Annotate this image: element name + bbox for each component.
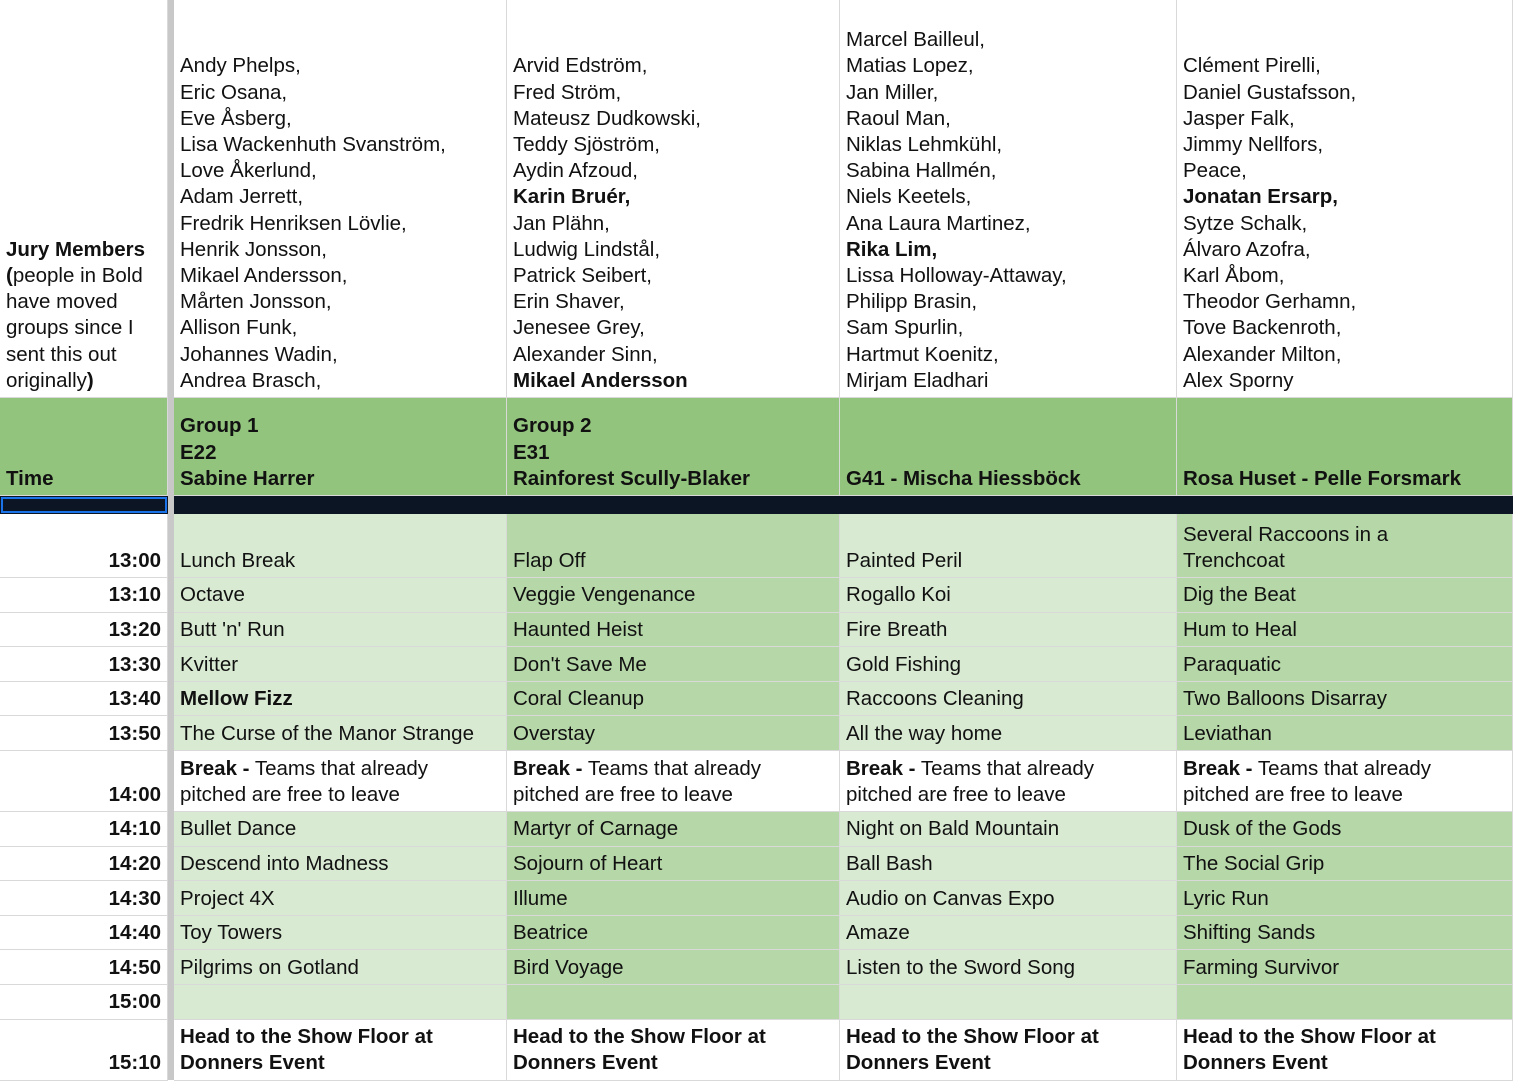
slot-game-title: All the way home — [846, 721, 1003, 745]
jury-member-name: Fred Ström, — [513, 80, 622, 104]
slot-cell-group-1[interactable] — [174, 916, 507, 951]
slot-text-line: Donners Event — [513, 1051, 658, 1075]
break-label: Break - — [1183, 756, 1253, 780]
jury-member-name: Niels Keetels, — [846, 185, 972, 209]
break-note: pitched are free to leave — [846, 782, 1066, 806]
slot-text-line: Donners Event — [180, 1051, 325, 1075]
selected-cell[interactable] — [1, 497, 167, 513]
slot-game-title: Shifting Sands — [1183, 921, 1316, 945]
break-note: Teams that already — [249, 756, 429, 780]
slot-game-title: Illume — [513, 886, 568, 910]
slot-game-title: Kvitter — [180, 652, 239, 676]
slot-game-title: Flap Off — [513, 548, 586, 572]
slot-cell-group-1[interactable] — [174, 1020, 507, 1081]
jury-member-name: Rika Lim, — [846, 237, 938, 261]
slot-game-title: Farming Survivor — [1183, 955, 1340, 979]
slot-cell-group-1[interactable] — [174, 716, 507, 751]
slot-cell-group-2[interactable] — [507, 950, 840, 985]
jury-member-name: Clément Pirelli, — [1183, 54, 1321, 78]
jury-member-name: Marcel Bailleul, — [846, 28, 985, 52]
slot-cell-group-2[interactable] — [507, 847, 840, 882]
time-label: 13:20 — [108, 617, 161, 641]
slot-cell-group-3[interactable] — [840, 847, 1177, 882]
jury-member-name: Jonatan Ersarp, — [1183, 185, 1338, 209]
time-label: 14:10 — [108, 817, 161, 841]
jury-member-name: Jasper Falk, — [1183, 106, 1295, 130]
jury-member-name: Alex Sporny — [1183, 368, 1294, 392]
schedule-row — [0, 812, 1513, 847]
time-cell[interactable] — [0, 751, 168, 812]
slot-game-title: Ball Bash — [846, 851, 933, 875]
jury-member-name: Lisa Wackenhuth Svanström, — [180, 132, 446, 156]
slot-cell-group-4[interactable] — [1177, 613, 1513, 648]
slot-game-title: Haunted Heist — [513, 617, 643, 641]
jury-member-name: Hartmut Koenitz, — [846, 342, 999, 366]
jury-list-group-2[interactable] — [507, 0, 840, 398]
slot-text-line: Donners Event — [846, 1051, 991, 1075]
slot-game-title: Mellow Fizz — [180, 687, 293, 711]
jury-member-name: Sam Spurlin, — [846, 316, 964, 340]
slot-game-title: Raccoons Cleaning — [846, 687, 1024, 711]
slot-cell-group-1[interactable] — [174, 613, 507, 648]
time-cell[interactable] — [0, 613, 168, 648]
slot-cell-group-1[interactable] — [174, 682, 507, 717]
jury-members-row — [0, 0, 1513, 398]
time-label: 13:30 — [108, 652, 161, 676]
slot-game-title: Rogallo Koi — [846, 583, 951, 607]
schedule-row — [0, 716, 1513, 751]
slot-cell-group-2[interactable] — [507, 613, 840, 648]
break-note: pitched are free to leave — [180, 782, 400, 806]
time-cell[interactable] — [0, 682, 168, 717]
jury-member-name: Alexander Sinn, — [513, 342, 658, 366]
time-cell[interactable] — [0, 985, 168, 1020]
dark-separator-row[interactable] — [0, 496, 1513, 514]
time-cell[interactable] — [0, 716, 168, 751]
schedule-row — [0, 847, 1513, 882]
jury-member-name: Arvid Edström, — [513, 54, 648, 78]
slot-game-title: Audio on Canvas Expo — [846, 886, 1055, 910]
slot-cell-group-4[interactable] — [1177, 916, 1513, 951]
time-label: 14:40 — [108, 921, 161, 945]
time-label: 13:50 — [108, 721, 161, 745]
slot-game-title: Octave — [180, 583, 245, 607]
slot-cell-group-3[interactable] — [840, 1020, 1177, 1081]
slot-cell-group-4[interactable] — [1177, 985, 1513, 1020]
slot-cell-group-1[interactable] — [174, 647, 507, 682]
jury-member-name: Mateusz Dudkowski, — [513, 106, 701, 130]
schedule-row — [0, 985, 1513, 1020]
slot-game-title: Painted Peril — [846, 548, 963, 572]
slot-cell-group-2[interactable] — [507, 647, 840, 682]
break-label: Break - — [180, 756, 250, 780]
jury-member-name: Raoul Man, — [846, 106, 951, 130]
time-cell[interactable] — [0, 847, 168, 882]
slot-cell-group-1[interactable] — [174, 514, 507, 578]
slot-game-title: Don't Save Me — [513, 652, 647, 676]
jury-member-name: Niklas Lehmkühl, — [846, 132, 1003, 156]
slot-cell-group-3[interactable] — [840, 985, 1177, 1020]
time-label: 13:40 — [108, 687, 161, 711]
schedule-row — [0, 950, 1513, 985]
slot-cell-group-2[interactable] — [507, 514, 840, 578]
slot-cell-group-3[interactable] — [840, 950, 1177, 985]
group-header-4[interactable] — [1177, 398, 1513, 496]
slot-text-line: Head to the Show Floor at — [513, 1025, 766, 1049]
break-note: pitched are free to leave — [1183, 782, 1403, 806]
slot-cell-group-1[interactable] — [174, 812, 507, 847]
slot-game-title: Butt 'n' Run — [180, 617, 285, 641]
time-label: 13:00 — [108, 548, 161, 572]
group-header-line: Rosa Huset - Pelle Forsmark — [1183, 466, 1461, 490]
break-note: pitched are free to leave — [513, 782, 733, 806]
slot-cell-group-4[interactable] — [1177, 751, 1513, 812]
jury-member-name: Eric Osana, — [180, 80, 288, 104]
slot-game-title: Toy Towers — [180, 921, 283, 945]
group-header-line: Sabine Harrer — [180, 466, 315, 490]
jury-members-label-cell[interactable] — [0, 0, 168, 398]
slot-game-title: Hum to Heal — [1183, 617, 1297, 641]
slot-cell-group-2[interactable] — [507, 716, 840, 751]
slot-cell-group-3[interactable] — [840, 751, 1177, 812]
jury-member-name: Ludwig Lindstål, — [513, 237, 661, 261]
jury-member-name: Teddy Sjöström, — [513, 132, 660, 156]
jury-member-name: Mikael Andersson — [513, 368, 688, 392]
jury-member-name: Peace, — [1183, 159, 1247, 183]
time-label: 14:20 — [108, 851, 161, 875]
group-header-2[interactable] — [507, 398, 840, 496]
slot-cell-group-4[interactable] — [1177, 950, 1513, 985]
jury-member-name: Theodor Gerhamn, — [1183, 290, 1357, 314]
time-label: 14:30 — [108, 886, 161, 910]
slot-cell-group-3[interactable] — [840, 682, 1177, 717]
frozen-column-divider[interactable] — [168, 0, 174, 1080]
slot-cell-group-4[interactable] — [1177, 682, 1513, 717]
slot-cell-group-1[interactable] — [174, 751, 507, 812]
break-note: Teams that already — [582, 756, 762, 780]
slot-game-title: Night on Bald Mountain — [846, 817, 1060, 841]
slot-game-title: Paraquatic — [1183, 652, 1282, 676]
jury-member-name: Jan Plähn, — [513, 211, 610, 235]
jury-member-name: Daniel Gustafsson, — [1183, 80, 1357, 104]
schedule-row — [0, 682, 1513, 717]
jury-members-label — [6, 237, 161, 394]
slot-game-title: Gold Fishing — [846, 652, 962, 676]
slot-game-title: Amaze — [846, 921, 910, 945]
slot-game-title: Lyric Run — [1183, 886, 1269, 910]
time-cell[interactable] — [0, 881, 168, 916]
slot-text-line: Trenchcoat — [1183, 548, 1285, 572]
break-label: Break - — [846, 756, 916, 780]
slot-cell-group-3[interactable] — [840, 647, 1177, 682]
slot-text-line: Head to the Show Floor at — [846, 1025, 1099, 1049]
jury-member-name: Matias Lopez, — [846, 54, 974, 78]
jury-member-name: Love Åkerlund, — [180, 159, 317, 183]
jury-member-name: Andy Phelps, — [180, 54, 301, 78]
time-header-cell[interactable] — [0, 398, 168, 496]
time-label: 15:10 — [108, 1051, 161, 1075]
jury-member-name: Eve Åsberg, — [180, 106, 292, 130]
jury-label-bold: Jury Members — [6, 237, 146, 261]
slot-cell-group-2[interactable] — [507, 578, 840, 613]
slot-game-title: Coral Cleanup — [513, 687, 645, 711]
slot-text-line: Several Raccoons in a — [1183, 522, 1389, 546]
slot-cell-group-4[interactable] — [1177, 514, 1513, 578]
slot-cell-group-2[interactable] — [507, 1020, 840, 1081]
time-label: 15:00 — [108, 990, 161, 1014]
jury-member-name: Henrik Jonsson, — [180, 237, 327, 261]
time-cell[interactable] — [0, 1020, 168, 1081]
slot-game-title: Beatrice — [513, 921, 589, 945]
slot-cell-group-1[interactable] — [174, 847, 507, 882]
schedule-row — [0, 881, 1513, 916]
jury-member-name: Johannes Wadin, — [180, 342, 338, 366]
jury-member-name: Alexander Milton, — [1183, 342, 1342, 366]
jury-member-name: Mikael Andersson, — [180, 263, 348, 287]
slot-cell-group-4[interactable] — [1177, 812, 1513, 847]
jury-member-name: Sabina Hallmén, — [846, 159, 997, 183]
slot-cell-group-2[interactable] — [507, 916, 840, 951]
slot-game-title: Project 4X — [180, 886, 275, 910]
slot-cell-group-1[interactable] — [174, 950, 507, 985]
time-cell[interactable] — [0, 950, 168, 985]
jury-member-name: Andrea Brasch, — [180, 368, 322, 392]
jury-label-paren-open: ( — [6, 263, 13, 287]
jury-member-name: Lissa Holloway-Attaway, — [846, 263, 1067, 287]
schedule-row — [0, 916, 1513, 951]
slot-game-title: Lunch Break — [180, 548, 296, 572]
slot-cell-group-4[interactable] — [1177, 647, 1513, 682]
jury-member-name: Tove Backenroth, — [1183, 316, 1342, 340]
time-label: 14:00 — [108, 782, 161, 806]
slot-cell-group-4[interactable] — [1177, 578, 1513, 613]
schedule-row — [0, 613, 1513, 648]
jury-member-name: Karin Bruér, — [513, 185, 631, 209]
slot-game-title: Overstay — [513, 721, 596, 745]
jury-member-name: Patrick Seibert, — [513, 263, 652, 287]
slot-game-title: Bird Voyage — [513, 955, 624, 979]
time-label: 14:50 — [108, 955, 161, 979]
group-header-line: E31 — [513, 440, 550, 464]
slot-game-title: Two Balloons Disarray — [1183, 687, 1387, 711]
break-note-line — [1183, 756, 1506, 782]
time-cell[interactable] — [0, 647, 168, 682]
jury-member-name: Karl Åbom, — [1183, 263, 1285, 287]
jury-member-name: Fredrik Henriksen Lövlie, — [180, 211, 407, 235]
break-note: Teams that already — [1252, 756, 1432, 780]
group-header-line: Group 2 — [513, 414, 592, 438]
slot-game-title: Listen to the Sword Song — [846, 955, 1076, 979]
schedule-row — [0, 751, 1513, 812]
time-cell[interactable] — [0, 514, 168, 578]
slot-cell-group-2[interactable] — [507, 985, 840, 1020]
jury-list-group-3[interactable] — [840, 0, 1177, 398]
jury-member-name: Mårten Jonsson, — [180, 290, 332, 314]
group-header-line: Rainforest Scully-Blaker — [513, 466, 750, 490]
time-cell[interactable] — [0, 578, 168, 613]
slot-cell-group-4[interactable] — [1177, 881, 1513, 916]
slot-cell-group-2[interactable] — [507, 812, 840, 847]
slot-cell-group-2[interactable] — [507, 682, 840, 717]
schedule-row — [0, 578, 1513, 613]
slot-game-title: Veggie Vengenance — [513, 583, 696, 607]
slot-game-title: The Curse of the Manor Strange — [180, 721, 474, 745]
slot-cell-group-4[interactable] — [1177, 716, 1513, 751]
break-note-line — [846, 756, 1170, 782]
break-note-line — [180, 756, 500, 782]
time-cell[interactable] — [0, 812, 168, 847]
jury-label-paren-close: ) — [86, 368, 94, 392]
jury-member-name: Jan Miller, — [846, 80, 939, 104]
slot-game-title: The Social Grip — [1183, 851, 1325, 875]
jury-member-name: Allison Funk, — [180, 316, 298, 340]
slot-cell-group-1[interactable] — [174, 578, 507, 613]
schedule-row — [0, 514, 1513, 578]
slot-game-title: Leviathan — [1183, 721, 1272, 745]
slot-cell-group-3[interactable] — [840, 812, 1177, 847]
break-note-line — [513, 756, 833, 782]
jury-member-name: Philipp Brasin, — [846, 290, 978, 314]
jury-member-name: Aydin Afzoud, — [513, 159, 638, 183]
slot-cell-group-4[interactable] — [1177, 1020, 1513, 1081]
jury-member-name: Álvaro Azofra, — [1183, 237, 1311, 261]
jury-member-name: Sytze Schalk, — [1183, 211, 1308, 235]
slot-cell-group-3[interactable] — [840, 881, 1177, 916]
time-cell[interactable] — [0, 916, 168, 951]
slot-cell-group-2[interactable] — [507, 881, 840, 916]
slot-game-title: Martyr of Carnage — [513, 817, 679, 841]
jury-member-name: Mirjam Eladhari — [846, 368, 989, 392]
slot-game-title: Dusk of the Gods — [1183, 817, 1342, 841]
jury-list-group-1[interactable] — [174, 0, 507, 398]
slot-game-title: Bullet Dance — [180, 817, 297, 841]
slot-text-line: Donners Event — [1183, 1051, 1328, 1075]
jury-member-name: Jenesee Grey, — [513, 316, 645, 340]
schedule-row — [0, 1020, 1513, 1081]
slot-game-title: Fire Breath — [846, 617, 948, 641]
jury-member-name: Jimmy Nellfors, — [1183, 132, 1324, 156]
slot-cell-group-3[interactable] — [840, 514, 1177, 578]
jury-member-name: Ana Laura Martinez, — [846, 211, 1031, 235]
group-header-line: G41 - Mischa Hiessböck — [846, 466, 1081, 490]
group-header-1[interactable] — [174, 398, 507, 496]
slot-game-title: Descend into Madness — [180, 851, 389, 875]
slot-cell-group-4[interactable] — [1177, 847, 1513, 882]
slot-cell-group-3[interactable] — [840, 613, 1177, 648]
slot-cell-group-1[interactable] — [174, 985, 507, 1020]
slot-text-line: Head to the Show Floor at — [180, 1025, 433, 1049]
group-header-3[interactable] — [840, 398, 1177, 496]
jury-member-name: Erin Shaver, — [513, 290, 625, 314]
header-row — [0, 398, 1513, 496]
break-label: Break - — [513, 756, 583, 780]
jury-label-note: people in Bold have moved groups since I sent this out originally — [6, 263, 143, 392]
slot-text-line: Head to the Show Floor at — [1183, 1025, 1436, 1049]
break-note: Teams that already — [915, 756, 1095, 780]
group-header-line: E22 — [180, 440, 217, 464]
jury-list-group-4[interactable] — [1177, 0, 1513, 398]
jury-member-name: Adam Jerrett, — [180, 185, 304, 209]
slot-cell-group-3[interactable] — [840, 916, 1177, 951]
schedule-row — [0, 647, 1513, 682]
slot-cell-group-3[interactable] — [840, 578, 1177, 613]
time-label: 13:10 — [108, 583, 161, 607]
slot-game-title: Sojourn of Heart — [513, 851, 663, 875]
slot-game-title: Dig the Beat — [1183, 583, 1296, 607]
slot-game-title: Pilgrims on Gotland — [180, 955, 359, 979]
group-header-line: Group 1 — [180, 414, 259, 438]
slot-cell-group-2[interactable] — [507, 751, 840, 812]
slot-cell-group-3[interactable] — [840, 716, 1177, 751]
slot-cell-group-1[interactable] — [174, 881, 507, 916]
time-header-label: Time — [6, 466, 54, 490]
